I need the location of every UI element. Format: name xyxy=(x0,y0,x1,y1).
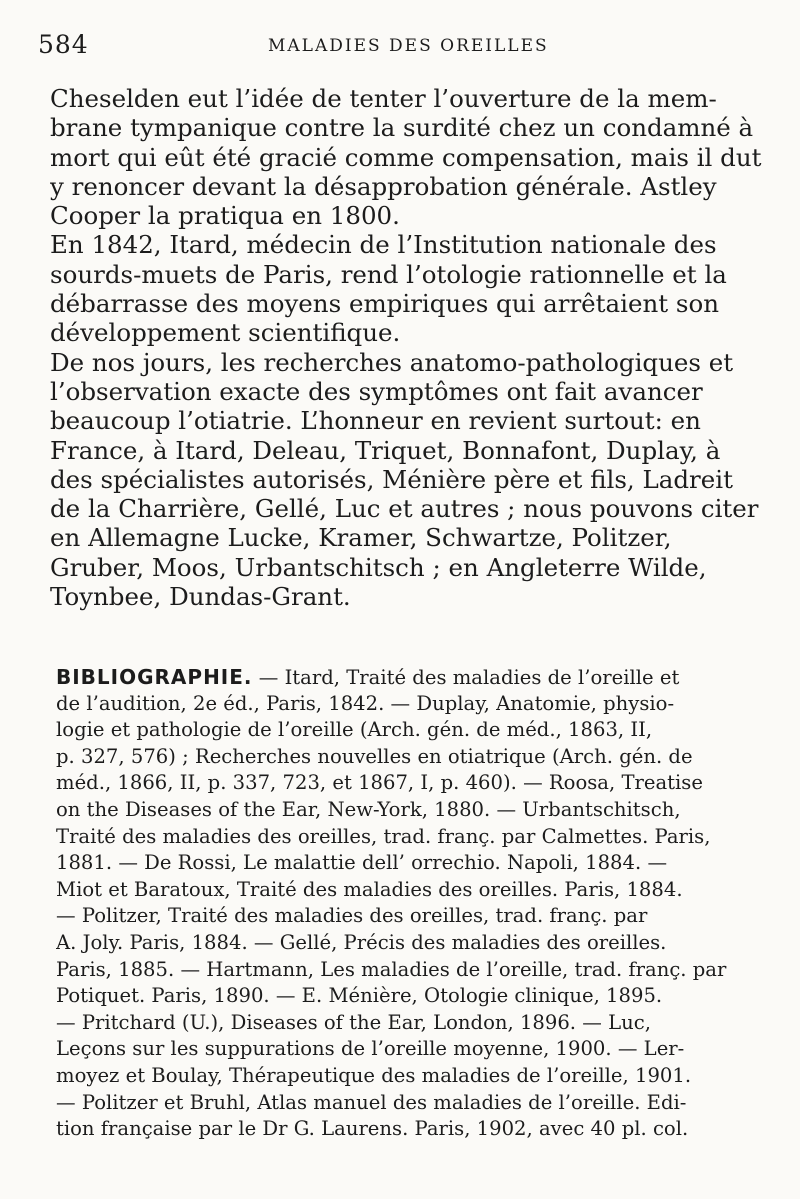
bibliography-line: tion française par le Dr G. Laurens. Paris, 1902, avec 40 pl. col. xyxy=(56,1117,689,1141)
text-line: en Allemagne Lucke, Kramer, Schwartze, Politzer, xyxy=(50,523,672,553)
bibliography-line: logie et pathologie de l’oreille (Arch. gén. de méd., 1863, II, xyxy=(56,718,653,742)
bibliography-line: de l’audition, 2e éd., Paris, 1842. — Duplay, Anatomie, physio- xyxy=(56,691,675,715)
bibliography-section xyxy=(56,664,778,1143)
text-line: Toynbee, Dundas-Grant. xyxy=(50,582,351,612)
bibliography-text: — Itard, Traité des maladies de l’oreille et xyxy=(252,666,680,689)
text-line: y renoncer devant la désapprobation générale. Astley xyxy=(50,171,717,201)
text-line: des spécialistes autorisés, Ménière père et fils, Ladreit xyxy=(50,464,733,494)
text-line: développement scientifique. xyxy=(50,318,401,348)
text-line: mort qui eût été gracié comme compensation, mais il dut xyxy=(50,142,762,172)
text-line: de la Charrière, Gellé, Luc et autres ; nous pouvons citer xyxy=(50,494,759,524)
bibliography-line: moyez et Boulay, Thérapeutique des maladies de l’oreille, 1901. xyxy=(56,1063,692,1087)
bibliography-line: A. Joly. Paris, 1884. — Gellé, Précis des maladies des oreilles. xyxy=(56,930,667,954)
body-text xyxy=(50,84,778,611)
text-line: Cooper la pratiqua en 1800. xyxy=(50,201,400,231)
text-line: France, à Itard, Deleau, Triquet, Bonnafont, Duplay, à xyxy=(50,435,721,465)
text-line: Cheselden eut l’idée de tenter l’ouverture de la mem- xyxy=(50,84,717,113)
page-header xyxy=(38,30,778,64)
bibliography-line: — Pritchard (U.), Diseases of the Ear, London, 1896. — Luc, xyxy=(56,1010,651,1034)
bibliography-line: p. 327, 576) ; Recherches nouvelles en otiatrique (Arch. gén. de xyxy=(56,744,693,768)
bibliography-line: — Politzer, Traité des maladies des oreilles, trad. franç. par xyxy=(56,904,648,928)
bibliography-heading: BIBLIOGRAPHIE. xyxy=(56,665,253,689)
bibliography-line: méd., 1866, II, p. 337, 723, et 1867, I, p. 460). — Roosa, Treatise xyxy=(56,771,703,795)
text-line: brane tympanique contre la surdité chez un condamné à xyxy=(50,113,754,143)
bibliography-line xyxy=(56,664,778,691)
text-line: En 1842, Itard, médecin de l’Institution nationale des xyxy=(50,230,717,260)
bibliography-line: — Politzer et Bruhl, Atlas manuel des maladies de l’oreille. Edi- xyxy=(56,1090,687,1114)
bibliography-line: Potiquet. Paris, 1890. — E. Ménière, Otologie clinique, 1895. xyxy=(56,984,663,1008)
text-line: Gruber, Moos, Urbantschitsch ; en Angleterre Wilde, xyxy=(50,552,707,582)
bibliography-line: on the Diseases of the Ear, New-York, 1880. — Urbantschitsch, xyxy=(56,797,681,821)
bibliography-line: Traité des maladies des oreilles, trad. franç. par Calmettes. Paris, xyxy=(56,824,711,848)
text-line: débarrasse des moyens empiriques qui arrêtaient son xyxy=(50,289,719,319)
text-line: l’observation exacte des symptômes ont fait avancer xyxy=(50,376,703,406)
running-head: MALADIES DES OREILLES xyxy=(268,36,549,56)
page-number: 584 xyxy=(38,30,89,59)
text-line: beaucoup l’otiatrie. L’honneur en revient surtout: en xyxy=(50,406,701,436)
bibliography-line: Miot et Baratoux, Traité des maladies des oreilles. Paris, 1884. xyxy=(56,877,683,901)
text-line: De nos jours, les recherches anatomo-pathologiques et xyxy=(50,347,734,377)
bibliography-line: Paris, 1885. — Hartmann, Les maladies de l’oreille, trad. franç. par xyxy=(56,957,727,981)
bibliography-line: Leçons sur les suppurations de l’oreille moyenne, 1900. — Ler- xyxy=(56,1037,685,1061)
text-line: sourds-muets de Paris, rend l’otologie rationnelle et la xyxy=(50,259,727,289)
bibliography-line: 1881. — De Rossi, Le malattie dell’ orrechio. Napoli, 1884. — xyxy=(56,851,668,875)
